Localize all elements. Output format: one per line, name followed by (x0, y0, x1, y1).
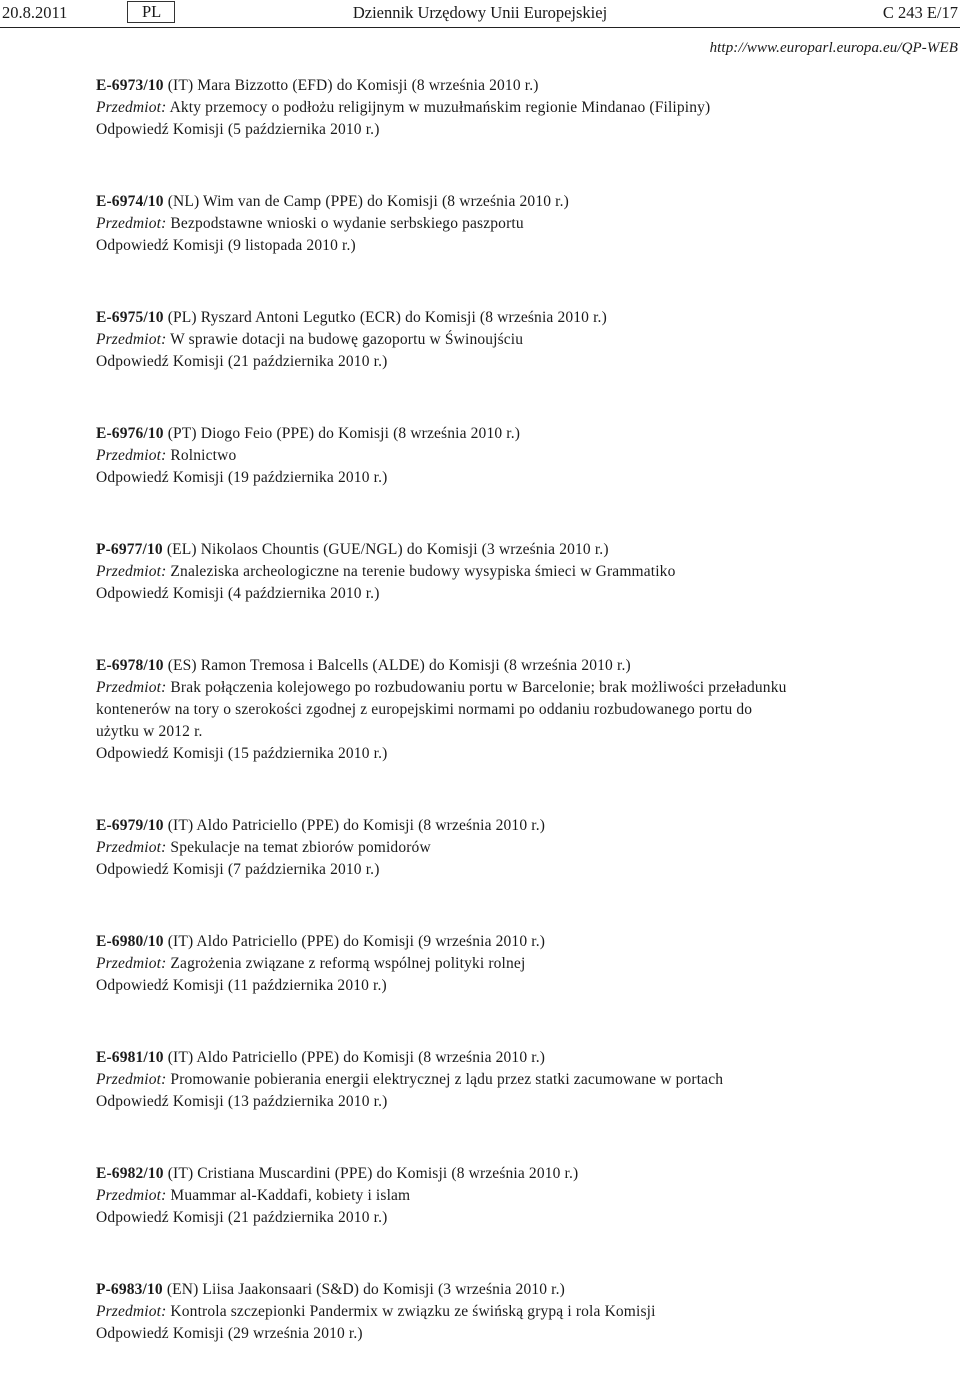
question-entry (96, 307, 946, 373)
question-meta: (PT) Diogo Feio (PPE) do Komisji (8 września 2010 r.) (163, 425, 521, 442)
subject-label: Przedmiot: (96, 679, 167, 696)
question-entry (96, 1163, 946, 1229)
subject-label: Przedmiot: (96, 839, 167, 856)
question-meta: (NL) Wim van de Camp (PPE) do Komisji (8 września 2010 r.) (163, 193, 569, 210)
question-number: E-6973/10 (96, 77, 164, 94)
header-date: 20.8.2011 (2, 3, 68, 22)
commission-answer: Odpowiedź Komisji (9 listopada 2010 r.) (96, 237, 356, 254)
question-number: E-6980/10 (96, 933, 164, 950)
subject-label: Przedmiot: (96, 1187, 167, 1204)
question-subject: Znaleziska archeologiczne na terenie budowy wysypiska śmieci w Grammatiko (170, 563, 676, 580)
question-entry (96, 191, 946, 257)
question-number: E-6981/10 (96, 1049, 164, 1066)
subject-label: Przedmiot: (96, 215, 167, 232)
commission-answer: Odpowiedź Komisji (21 października 2010 r.) (96, 1209, 388, 1226)
question-entry (96, 539, 946, 605)
question-number: E-6979/10 (96, 817, 164, 834)
question-number: P-6983/10 (96, 1281, 163, 1298)
question-entry (96, 815, 946, 881)
question-subject: Zagrożenia związane z reformą wspólnej polityki rolnej (170, 955, 526, 972)
question-number: E-6976/10 (96, 425, 164, 442)
question-number: P-6977/10 (96, 541, 163, 558)
commission-answer: Odpowiedź Komisji (21 października 2010 r.) (96, 353, 388, 370)
question-subject: W sprawie dotacji na budowę gazoportu w Świnoujściu (170, 331, 524, 348)
question-meta: (EL) Nikolaos Chountis (GUE/NGL) do Komisji (3 września 2010 r.) (162, 541, 609, 558)
commission-answer: Odpowiedź Komisji (7 października 2010 r.) (96, 861, 380, 878)
question-meta: (IT) Aldo Patriciello (PPE) do Komisji (8 września 2010 r.) (163, 817, 546, 834)
question-subject: Kontrola szczepionki Pandermix w związku ze świńską grypą i rola Komisji (170, 1303, 656, 1320)
question-meta: (IT) Aldo Patriciello (PPE) do Komisji (9 września 2010 r.) (163, 933, 546, 950)
subject-label: Przedmiot: (96, 1303, 167, 1320)
question-subject: Muammar al-Kaddafi, kobiety i islam (170, 1187, 411, 1204)
question-entry (96, 423, 946, 489)
header-page-number: C 243 E/17 (882, 3, 958, 22)
question-meta: (IT) Cristiana Muscardini (PPE) do Komisji (8 września 2010 r.) (163, 1165, 579, 1182)
question-meta: (IT) Mara Bizzotto (EFD) do Komisji (8 września 2010 r.) (163, 77, 539, 94)
subject-label: Przedmiot: (96, 99, 167, 116)
question-meta: (IT) Aldo Patriciello (PPE) do Komisji (8 września 2010 r.) (163, 1049, 546, 1066)
commission-answer: Odpowiedź Komisji (13 października 2010 r.) (96, 1093, 388, 1110)
source-url[interactable]: http://www.europarl.europa.eu/QP-WEB (709, 40, 958, 56)
question-entry (96, 75, 946, 141)
question-subject: Rolnictwo (170, 447, 237, 464)
question-subject: Akty przemocy o podłożu religijnym w muzułmańskim regionie Mindanao (Filipiny) (169, 99, 711, 116)
commission-answer: Odpowiedź Komisji (11 października 2010 r.) (96, 977, 387, 994)
question-entry (96, 655, 946, 765)
question-meta: (ES) Ramon Tremosa i Balcells (ALDE) do Komisji (8 września 2010 r.) (163, 657, 631, 674)
page-header (0, 0, 960, 28)
question-subject: Promowanie pobierania energii elektrycznej z lądu przez statki zacumowane w portach (170, 1071, 724, 1088)
question-number: E-6974/10 (96, 193, 164, 210)
question-number: E-6975/10 (96, 309, 164, 326)
commission-answer: Odpowiedź Komisji (15 października 2010 r.) (96, 745, 388, 762)
commission-answer: Odpowiedź Komisji (5 października 2010 r.) (96, 121, 380, 138)
subject-label: Przedmiot: (96, 447, 167, 464)
question-entry (96, 1279, 946, 1345)
subject-label: Przedmiot: (96, 563, 167, 580)
commission-answer: Odpowiedź Komisji (4 października 2010 r.) (96, 585, 380, 602)
question-number: E-6978/10 (96, 657, 164, 674)
subject-label: Przedmiot: (96, 1071, 167, 1088)
commission-answer: Odpowiedź Komisji (19 października 2010 r.) (96, 469, 388, 486)
question-subject: Brak połączenia kolejowego po rozbudowaniu portu w Barcelonie; brak możliwości przeładunku kontenerów na tory o szerokości zgodnej z europejskimi normami po oddaniu rozbudowanego portu do użytku w 2012 r. (96, 679, 787, 740)
question-entry (96, 931, 946, 997)
question-meta: (EN) Liisa Jaakonsaari (S&D) do Komisji (3 września 2010 r.) (162, 1281, 565, 1298)
commission-answer: Odpowiedź Komisji (29 września 2010 r.) (96, 1325, 363, 1342)
question-meta: (PL) Ryszard Antoni Legutko (ECR) do Komisji (8 września 2010 r.) (163, 309, 607, 326)
subject-label: Przedmiot: (96, 955, 167, 972)
header-journal-title: Dziennik Urzędowy Unii Europejskiej (352, 3, 608, 22)
question-number: E-6982/10 (96, 1165, 164, 1182)
question-subject: Spekulacje na temat zbiorów pomidorów (170, 839, 431, 856)
question-list (96, 75, 946, 1395)
question-entry (96, 1047, 946, 1113)
subject-label: Przedmiot: (96, 331, 167, 348)
question-subject: Bezpodstawne wnioski o wydanie serbskiego paszportu (170, 215, 524, 232)
header-language-box: PL (127, 1, 175, 23)
